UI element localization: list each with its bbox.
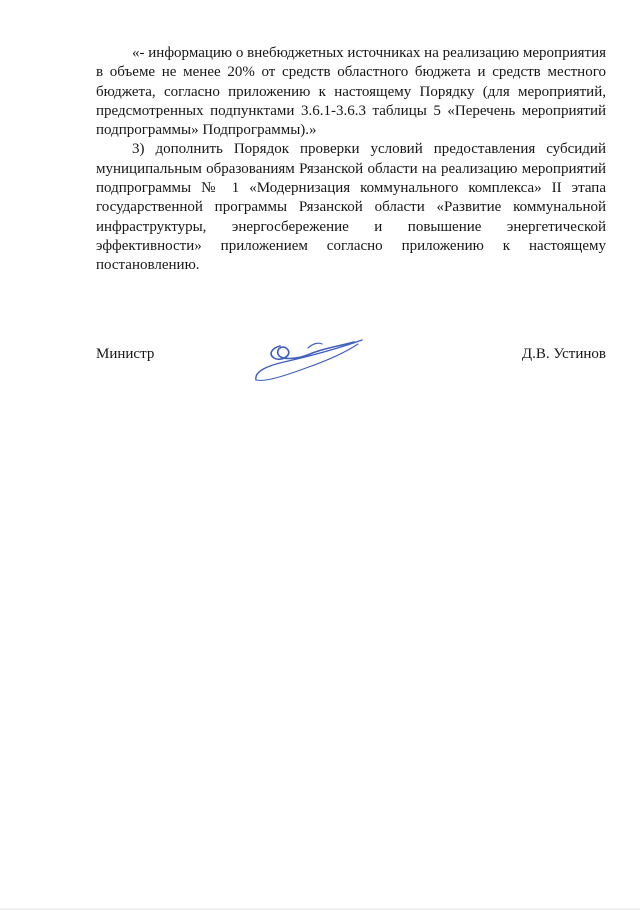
handwritten-signature [248, 330, 368, 390]
paragraph-extrabudgetary-sources: «- информацию о внебюджетных источниках на реализацию мероприятия в объеме не менее 20% от средств областного бюджета и средств местного бюджета, согласно приложению к настоящему Порядку (для мероприятий, предсмотренных подпунктами 3.6.1-3.6.3 таблицы 5 «Перечень мероприятий подпрограммы» Подпрограммы).» [96, 45, 606, 139]
signatory-name: Д.В. Устинов [521, 346, 606, 362]
document-body [96, 44, 606, 276]
paragraph-amendment-3: 3) дополнить Порядок проверки условий предоставления субсидий муниципальным образованиям Рязанской области на реализацию мероприятий подпрограммы № 1 «Модернизация коммунального комплекса» II этапа государственной программы Рязанской области «Развитие коммунальной инфраструктуры, энергосбережение и повышение энергетической эффективности» приложением согласно приложению к настоящему постановлению. [96, 141, 606, 274]
signatory-title: Министр [96, 346, 155, 362]
